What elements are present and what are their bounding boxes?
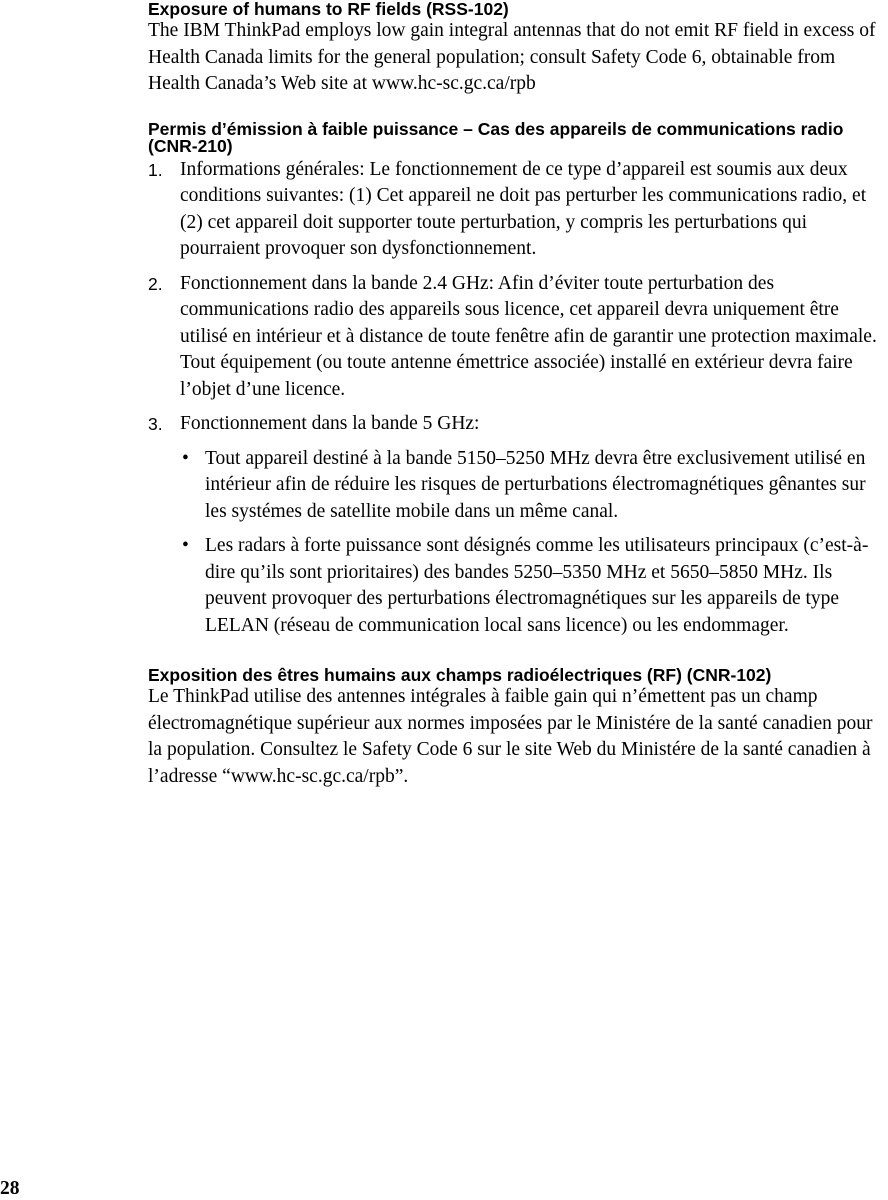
bullet-item	[180, 446, 888, 526]
bullet-icon: •	[182, 447, 189, 469]
list-item	[148, 157, 888, 263]
bullet-item-text: Tout appareil destiné à la bande 5150–5250 MHz devra être exclusivement utilisé en intérieur afin de réduire les risques de perturbations électromagnétiques gênantes sur les systémes de satellite mobile dans un même canal.	[205, 447, 866, 522]
bullet-icon: •	[182, 535, 189, 556]
list-item	[148, 271, 888, 404]
list-item-text: Fonctionnement dans la bande 2.4 GHz: Afin d’éviter toute perturbation des communications radio des appareils sous licence, cet appareil devra uniquement être utilisé en intérieur et à distance de toute fenêtre afin de garantir une protection maximale. Tout équipement (ou toute antenne émettrice associée) installé en extérieur devra faire l’objet d’une licence.	[180, 272, 877, 400]
section-paragraph-rss102: The IBM ThinkPad employs low gain integral antennas that do not emit RF field in excess of Health Canada limits for the general population; consult Safety Code 6, obtainable from Health Canada’s Web site at www.hc-sc.gc.ca/rpb	[148, 20, 876, 94]
section-heading-rss102: Exposure of humans to RF fields (RSS-102)	[148, 0, 509, 19]
document-body	[148, 0, 888, 790]
bullet-item	[180, 533, 888, 639]
list-item	[148, 411, 888, 639]
section-heading-cnr102: Exposition des êtres humains aux champs radioélectriques (RF) (CNR-102)	[148, 665, 772, 685]
bullet-item-text: Les radars à forte puissance sont désignés comme les utilisateurs principaux (c’est-à-dire qu’ils sont prioritaires) des bandes 5250–5350 MHz et 5650–5850 MHz. Ils peuvent provoquer des perturbations électromagnétiques sur les appareils de type LELAN (réseau de communication local sans licence) ou les endommager.	[205, 535, 869, 636]
list-item-number: 3.	[148, 414, 163, 434]
section-heading-cnr210: Permis d’émission à faible puissance – Cas des appareils de communications radio (CNR-210)	[148, 118, 844, 156]
list-item-text: Fonctionnement dans la bande 5 GHz:	[180, 413, 480, 434]
bullet-list	[180, 446, 888, 640]
list-item-text: Informations générales: Le fonctionnement de ce type d’appareil est soumis aux deux conditions suivantes: (1) Cet appareil ne doit pas perturber les communications radio, et (2) cet appareil doit supporter toute perturbation, y compris les perturbations qui pourraient provoquer son dysfonctionnement.	[180, 158, 867, 259]
numbered-list	[148, 157, 888, 640]
page-number: 28	[0, 1178, 20, 1199]
section-paragraph-cnr102: Le ThinkPad utilise des antennes intégrales à faible gain qui n’émettent pas un champ électromagnétique supérieur aux normes imposées par le Ministére de la santé canadien pour la population. Consultez le Safety Code 6 sur le site Web du Ministére de la santé canadien à l’adresse “www.hc-sc.gc.ca/rpb”.	[148, 686, 873, 787]
list-item-number: 2.	[148, 273, 163, 294]
list-item-number: 1.	[148, 159, 163, 180]
